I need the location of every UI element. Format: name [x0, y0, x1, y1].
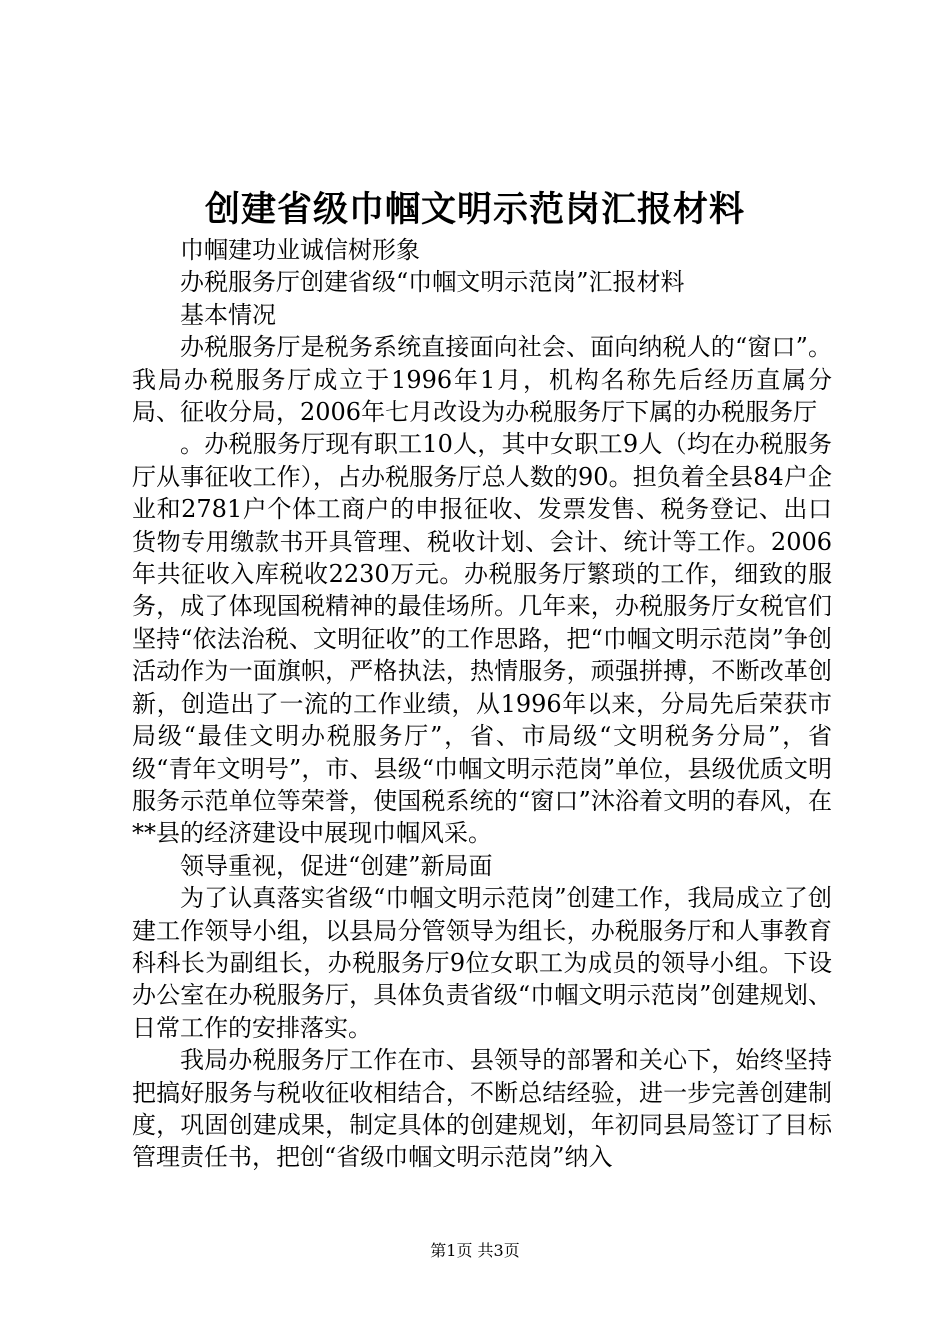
paragraph-intro: 办税服务厅是税务系统直接面向社会、面向纳税人的“窗口”。我局办税服务厅成立于1996年1月，机构名称先后经历直属分局、征收分局，2006年七月改设为办税服务厅下属的办税服务厅 — [132, 333, 832, 427]
paragraph-staff-and-honors: 。办税服务厅现有职工10人，其中女职工9人（均在办税服务厅从事征收工作），占办税服务厅总人数的90。担负着全县84户企业和2781户个体工商户的申报征收、发票发售、税务登记、出口货物专用缴款书开具管理、税收计划、会计、统计等工作。2006年共征收入库税收2230万元。办税服务厅繁琐的工作，细致的服务，成了体现国税精神的最佳场所。几年来，办税服务厅女税官们坚持“依法治税、文明征收”的工作思路，把“巾帼文明示范岗”争创活动作为一面旗帜，严格执法，热情服务，顽强拼搏，不断改革创新，创造出了一流的工作业绩，从1996年以来，分局先后荣获市局级“最佳文明办税服务厅”，省、市局级“文明税务分局”，省级“青年文明号”，市、县级“巾帼文明示范岗”单位，县级优质文明服务示范单位等荣誉，使国税系统的“窗口”沐浴着文明的春风，在**县的经济建设中展现巾帼风采。 — [132, 430, 832, 848]
section-heading-basic-info: 基本情况 — [180, 300, 276, 329]
page-footer: 第1页 共3页 — [430, 1241, 520, 1260]
paragraph-leading-group: 为了认真落实省级“巾帼文明示范岗”创建工作，我局成立了创建工作领导小组，以县局分管领导为组长，办税服务厅和人事教育科科长为副组长，办税服务厅9位女职工为成员的领导小组。下设办公室在办税服务厅，具体负责省级“巾帼文明示范岗”创建规划、日常工作的安排落实。 — [132, 884, 832, 1042]
paragraph-slogan: 巾帼建功业诚信树形象 — [180, 236, 420, 264]
document-body — [132, 234, 832, 1174]
paragraph-work-plan: 我局办税服务厅工作在市、县领导的部署和关心下，始终坚持把搞好服务与税收征收相结合，不断总结经验，进一步完善创建制度，巩固创建成果，制定具体的创建规划，年初同县局签订了目标管理责任书，把创“省级巾帼文明示范岗”纳入 — [132, 1046, 832, 1172]
document-title: 创建省级巾帼文明示范岗汇报材料 — [204, 189, 745, 230]
paragraph-subtitle: 办税服务厅创建省级“巾帼文明示范岗”汇报材料 — [180, 268, 685, 297]
section-heading-leadership: 领导重视，促进“创建”新局面 — [180, 851, 493, 880]
